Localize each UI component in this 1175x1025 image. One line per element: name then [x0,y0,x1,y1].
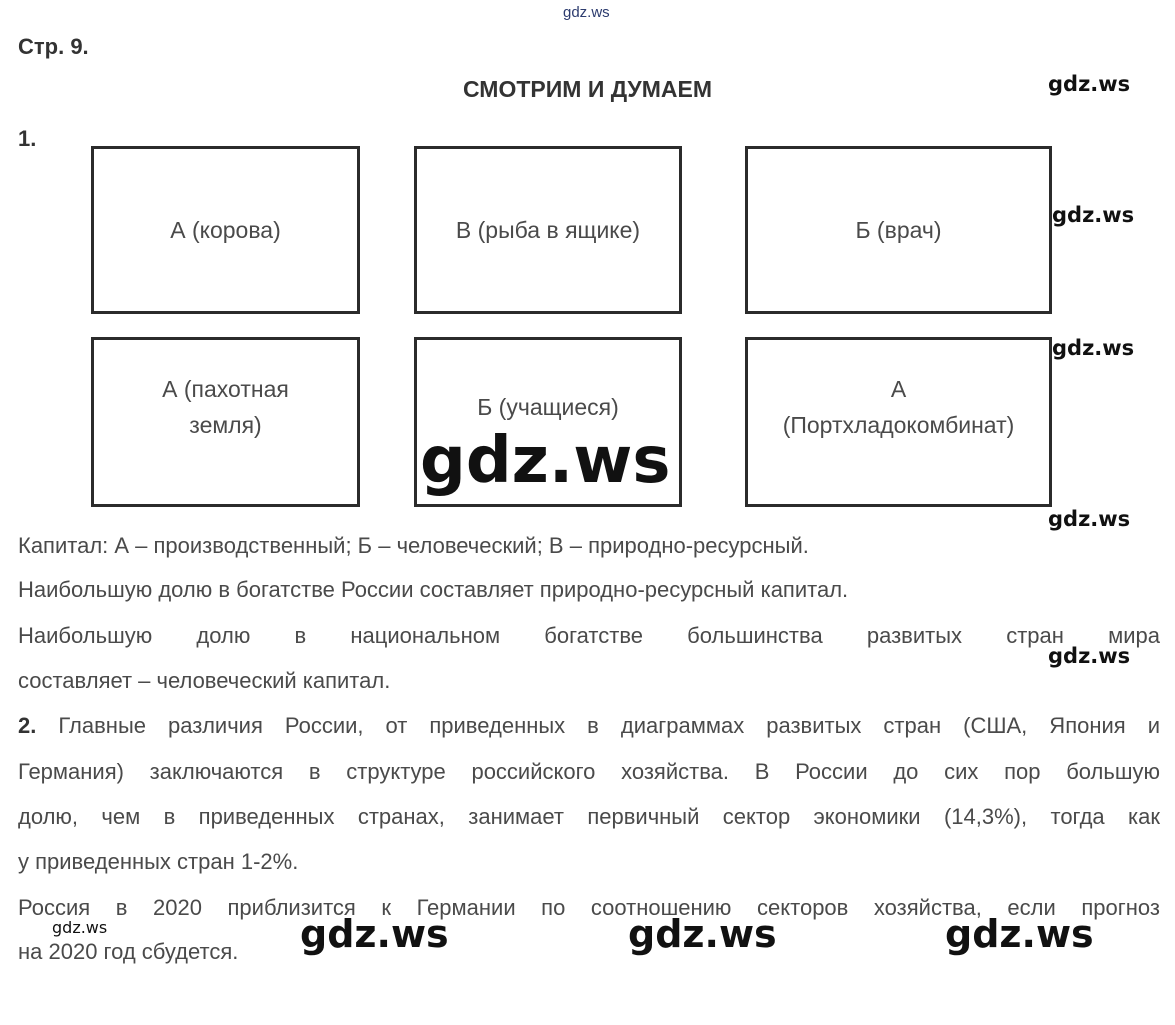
task-2-number: 2. [18,713,37,738]
watermark-bottom-1: gdz.ws [300,912,449,956]
task-2-text: Главные различия России, от приведенных в диаграммах развитых стран (США, Япония и [36,713,1160,738]
capital-types: Капитал: А – производственный; Б – человеческий; В – природно-ресурсный. [18,533,809,558]
box-label: А [890,376,907,402]
watermark-side-5: gdz.ws [1048,644,1131,668]
answer-box-fish [414,146,682,314]
forecast-line2: на 2020 год сбудется. [18,939,239,964]
watermark-bottom-small: gdz.ws [52,918,108,937]
watermark-side-4: gdz.ws [1048,507,1131,531]
watermark-side-3: gdz.ws [1052,336,1135,360]
russia-capital-share: Наибольшую долю в богатстве России составляет природно-ресурсный капитал. [18,577,849,602]
developed-capital-share-line2: составляет – человеческий капитал. [18,668,391,693]
task-1-number: 1. [18,126,37,151]
task-2-line2: Германия) заключаются в структуре российского хозяйства. В России до сих пор большую [18,759,1160,784]
answer-box-doctor [745,146,1052,314]
watermark-side-1: gdz.ws [1048,72,1131,96]
answer-box-cow [91,146,360,314]
watermark-bottom-2: gdz.ws [628,912,777,956]
watermark-bottom-3: gdz.ws [945,912,1094,956]
task-2-line4: у приведенных стран 1-2%. [18,849,299,874]
watermark-top: gdz.ws [563,4,610,21]
answer-box-port-plant [745,337,1052,507]
box-label: А (пахотная [162,376,289,402]
forecast-line1: Россия в 2020 приблизится к Германии по соотношению секторов хозяйства, если прогноз [18,895,1160,920]
box-label-line2: (Портхладокомбинат) [782,412,1015,438]
task-2-line1 [18,703,1160,748]
answer-box-arable-land [91,337,360,507]
section-heading: СМОТРИМ И ДУМАЕМ [463,76,712,102]
box-label: В (рыба в ящике) [455,217,641,243]
box-label: Б (учащиеся) [477,394,619,420]
box-label: А (корова) [170,217,281,243]
watermark-side-2: gdz.ws [1052,203,1135,227]
box-label: Б (врач) [855,217,942,243]
page-number: Стр. 9. [18,34,89,59]
watermark-center: gdz.ws [420,424,671,498]
developed-capital-share-line1: Наибольшую долю в национальном богатстве большинства развитых стран мира [18,623,1160,648]
box-label-line2: земля) [189,412,262,438]
task-2-line3: долю, чем в приведенных странах, занимает первичный сектор экономики (14,3%), тогда как [18,804,1160,829]
